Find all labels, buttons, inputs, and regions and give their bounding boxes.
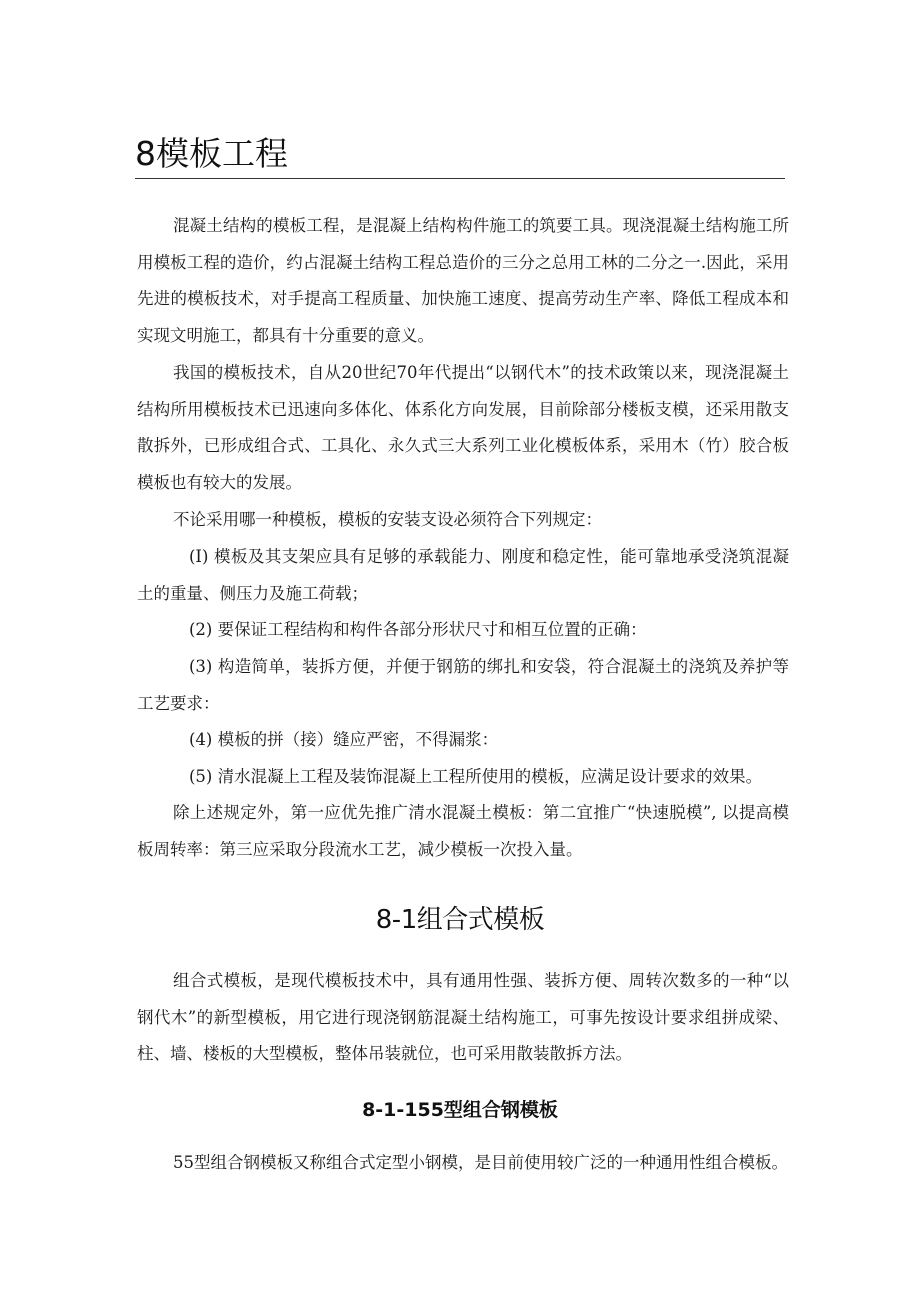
requirement-item-2: (2) 要保证工程结构和构件各部分形状尺寸和相互位置的正确： [189,620,647,639]
requirement-item-3: (3) 构造简单，装拆方便，并便于钢筋的绑扎和安袋，符合混凝土的浇筑及养护等工艺要求： [137,657,789,713]
section-8-1-paragraph: 组合式模板，是现代模板技术中，具有通用性强、装拆方便、周转次数多的一种“以钢代木”的新型模板，用它进行现浇钢筋混凝土结构施工，可事先按设计要求组拼成梁、柱、墙、楼板的大型模板，整体吊装就位，也可采用散装散拆方法。 [137,971,789,1063]
requirement-item-1: (I) 模板及其支架应具有足够的承载能力、刚度和稳定性，能可靠地承受浇筑混凝土的重量、侧压力及施工荷载； [137,547,789,603]
requirement-item-4: (4) 模板的拼（接）缝应严密，不得漏浆： [189,730,499,749]
section-8-1-1-title: 8-1-155型组合钢模板 [362,1099,558,1121]
chapter-title: 8模板工程 [135,132,785,179]
closing-paragraph: 除上述规定外，第一应优先推广清水混凝土模板：第二宜推广“快速脱模”, 以提高模板周转率：第三应采取分段流水工艺，减少模板一次投入量。 [137,803,789,859]
section-8-1-title: 8-1组合式模板 [375,905,545,935]
intro-paragraph-2: 我国的模板技术，自从20世纪70年代提出“以钢代木”的技术政策以来，现浇混凝土结构所用模板技术已迅速向多体化、体系化方向发展，目前除部分楼板支模，还采用散支散拆外，已形成组合式、工具化、永久式三大系列工业化模板体系，采用木（竹）胶合板模板也有较大的发展。 [137,363,789,492]
intro-paragraph-3: 不论采用哪一种模板，模板的安装支设必须符合下列规定： [173,510,602,529]
intro-paragraph-1: 混凝土结构的模板工程，是混凝上结构构件施工的筑要工具。现浇混凝土结构施工所用模板工程的造价，约占混凝土结构工程总造价的三分之总用工林的二分之一.因此，采用先进的模板技术，对手提高工程质量、加快施工速度、提高劳动生产率、降低工程成本和实现文明施工，都具有十分重要的意义。 [137,216,789,345]
requirement-item-5: (5) 清水混凝上工程及装饰混凝上工程所使用的模板，应满足设计要求的效果。 [189,767,763,786]
section-8-1-1-paragraph: 55型组合钢模板又称组合式定型小钢模，是目前使用较广泛的一种通用性组合模板。 [173,1153,788,1172]
